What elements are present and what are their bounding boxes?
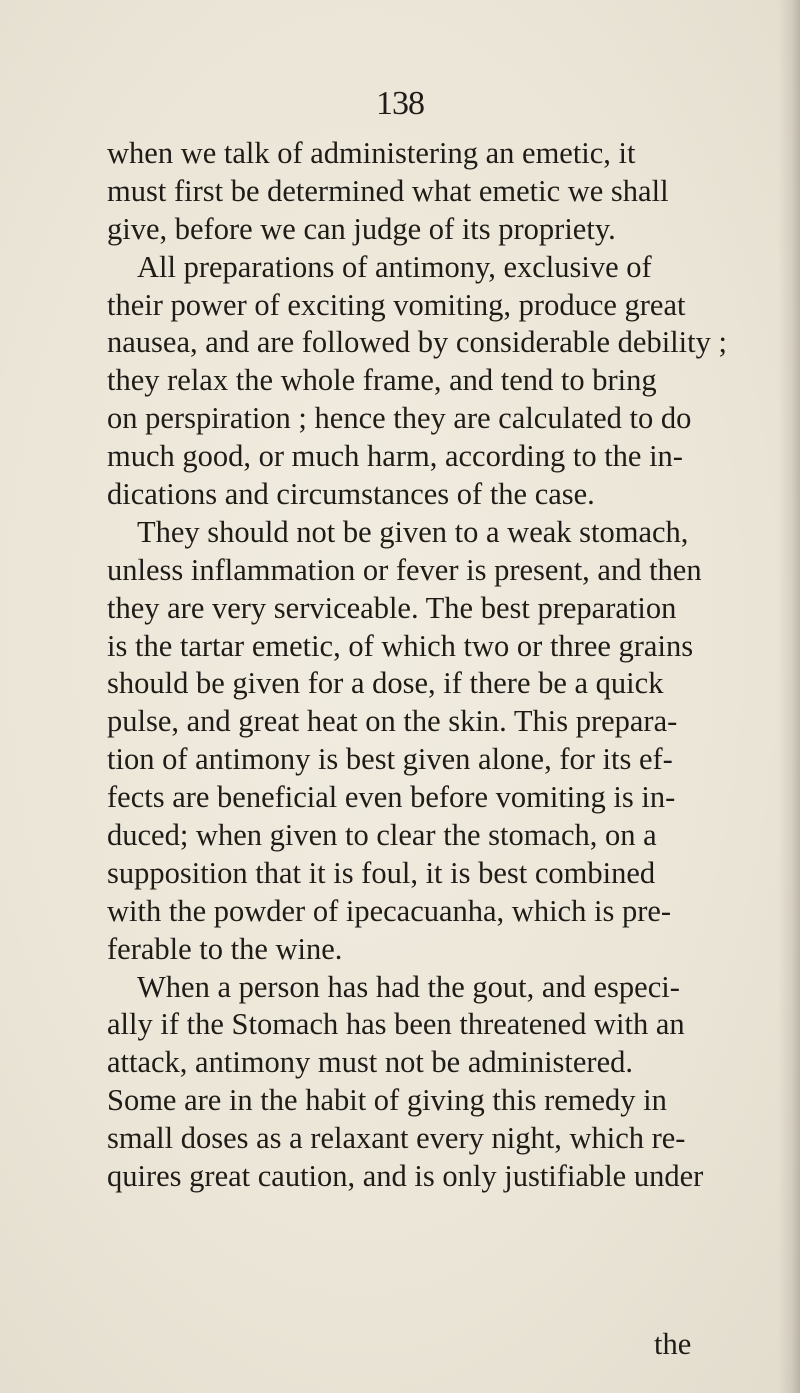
text-line: Some are in the habit of giving this remedy in [107, 1083, 667, 1118]
text-line: small doses as a relaxant every night, which re- [107, 1121, 686, 1156]
body-text [107, 135, 727, 1196]
text-line: They should not be given to a weak stomach, [137, 514, 689, 549]
text-line: supposition that it is foul, it is best combined [107, 855, 656, 890]
text-line: nausea, and are followed by considerable debility ; [107, 325, 727, 360]
text-line: must first be determined what emetic we shall [107, 173, 669, 208]
text-line: ferable to the wine. [107, 931, 343, 966]
text-line: attack, antimony must not be administered. [107, 1045, 634, 1080]
text-line: with the powder of ipecacuanha, which is pre- [107, 893, 672, 928]
text-line: tion of antimony is best given alone, for its ef- [107, 742, 673, 777]
page-number: 138 [376, 85, 424, 122]
text-line: they relax the whole frame, and tend to bring [107, 363, 657, 398]
text-line: duced; when given to clear the stomach, on a [107, 818, 657, 853]
text-line: fects are beneficial even before vomiting is in- [107, 780, 676, 815]
text-line: ally if the Stomach has been threatened with an [107, 1007, 685, 1042]
text-line: on perspiration ; hence they are calculated to do [107, 401, 692, 436]
text-line: pulse, and great heat on the skin. This prepara- [107, 704, 678, 739]
text-line: unless inflammation or fever is present, and then [107, 552, 702, 587]
text-line: quires great caution, and is only justifiable under [107, 1159, 704, 1194]
text-line: they are very serviceable. The best preparation [107, 590, 677, 625]
text-line: should be given for a dose, if there be a quick [107, 666, 664, 701]
text-line: is the tartar emetic, of which two or three grains [107, 628, 694, 663]
page-edge-shadow [778, 0, 800, 1393]
text-line: when we talk of administering an emetic, it [107, 136, 636, 170]
text-line: give, before we can judge of its propriety. [107, 211, 616, 246]
text-line: their power of exciting vomiting, produce great [107, 287, 686, 322]
text-line: much good, or much harm, according to the in- [107, 439, 683, 474]
text-line: All preparations of antimony, exclusive of [137, 249, 652, 284]
text-line: dications and circumstances of the case. [107, 477, 595, 512]
catchword: the [654, 1327, 692, 1361]
text-line: When a person has had the gout, and especi- [137, 969, 680, 1004]
